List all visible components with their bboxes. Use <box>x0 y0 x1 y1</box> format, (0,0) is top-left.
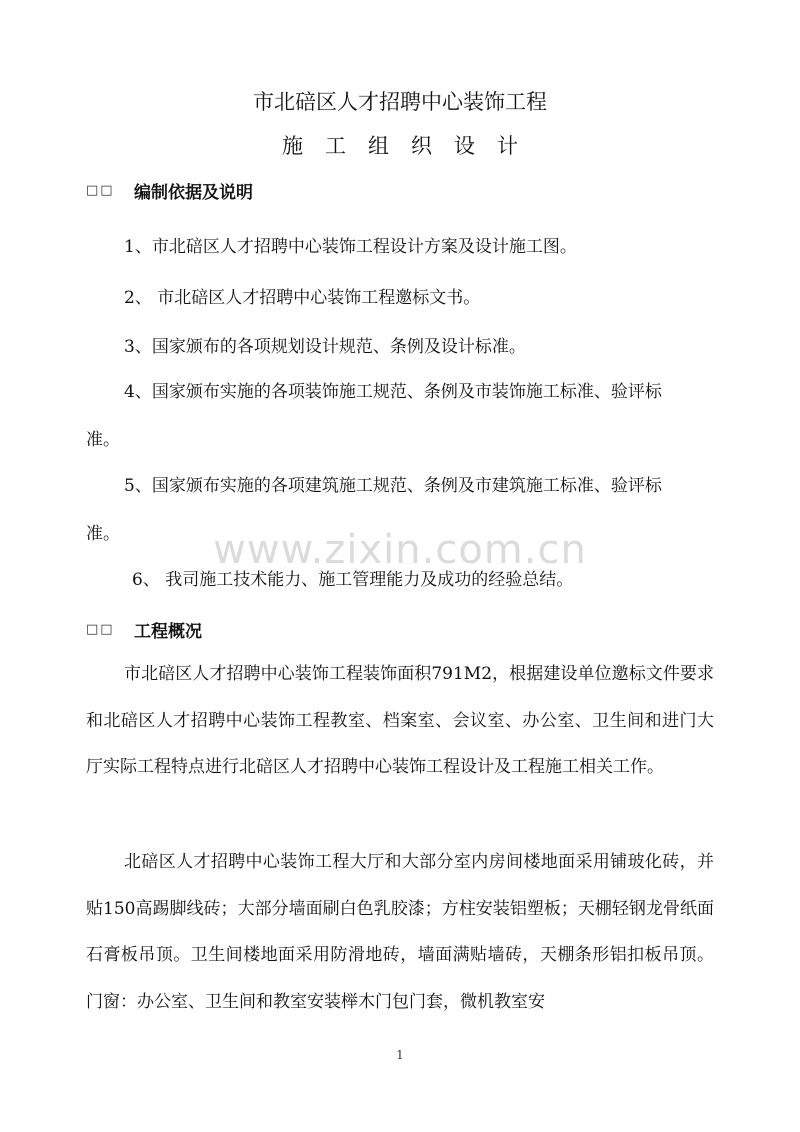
section-marker-icon: □□ <box>86 183 115 198</box>
list-item-continuation: 准。 <box>86 524 120 544</box>
list-item-continuation: 准。 <box>86 430 120 450</box>
watermark: www.zixin.com.cn <box>213 527 587 573</box>
section-marker-icon: □□ <box>86 622 115 637</box>
body-paragraph: 市北碚区人才招聘中心装饰工程装饰面积791M2，根据建设单位邀标文件要求和北碚区人才招聘中心装饰工程教室、档案室、会议室、办公室、卫生间和进门大厅实际工程特点进行北碚区人才招聘中心装饰工程设计及工程施工相关工作。 <box>86 664 714 777</box>
list-item: 4、国家颁布实施的各项装饰施工规范、条例及市装饰施工标准、验评标 <box>124 382 662 402</box>
page-number: 1 <box>396 1048 404 1062</box>
section-heading-basis <box>86 178 253 203</box>
list-item: 6、 我司施工技术能力、施工管理能力及成功的经验总结。 <box>132 570 574 590</box>
section-heading-text: 编制依据及说明 <box>134 183 253 203</box>
section-heading-text: 工程概况 <box>134 622 202 642</box>
body-paragraph: 北碚区人才招聘中心装饰工程大厅和大部分室内房间楼地面采用铺玻化砖，并贴150高踢脚线砖；大部分墙面刷白色乳胶漆；方柱安装铝塑板；天棚轻钢龙骨纸面石膏板吊顶。卫生间楼地面采用防滑地砖，墙面满贴墙砖，天棚条形铝扣板吊顶。门窗：办公室、卫生间和教室安装榉木门包门套，微机教室安 <box>86 852 714 1012</box>
document-subtitle: 施工组织设计 <box>282 134 540 158</box>
list-item: 2、 市北碚区人才招聘中心装饰工程邀标文书。 <box>124 288 481 308</box>
document-title: 市北碚区人才招聘中心装饰工程 <box>253 90 547 114</box>
list-item: 1、市北碚区人才招聘中心装饰工程设计方案及设计施工图。 <box>124 237 577 257</box>
list-item: 3、国家颁布的各项规划设计规范、条例及设计标准。 <box>124 337 526 357</box>
list-item: 5、国家颁布实施的各项建筑施工规范、条例及市建筑施工标准、验评标 <box>124 476 662 496</box>
section-heading-overview <box>86 617 202 642</box>
